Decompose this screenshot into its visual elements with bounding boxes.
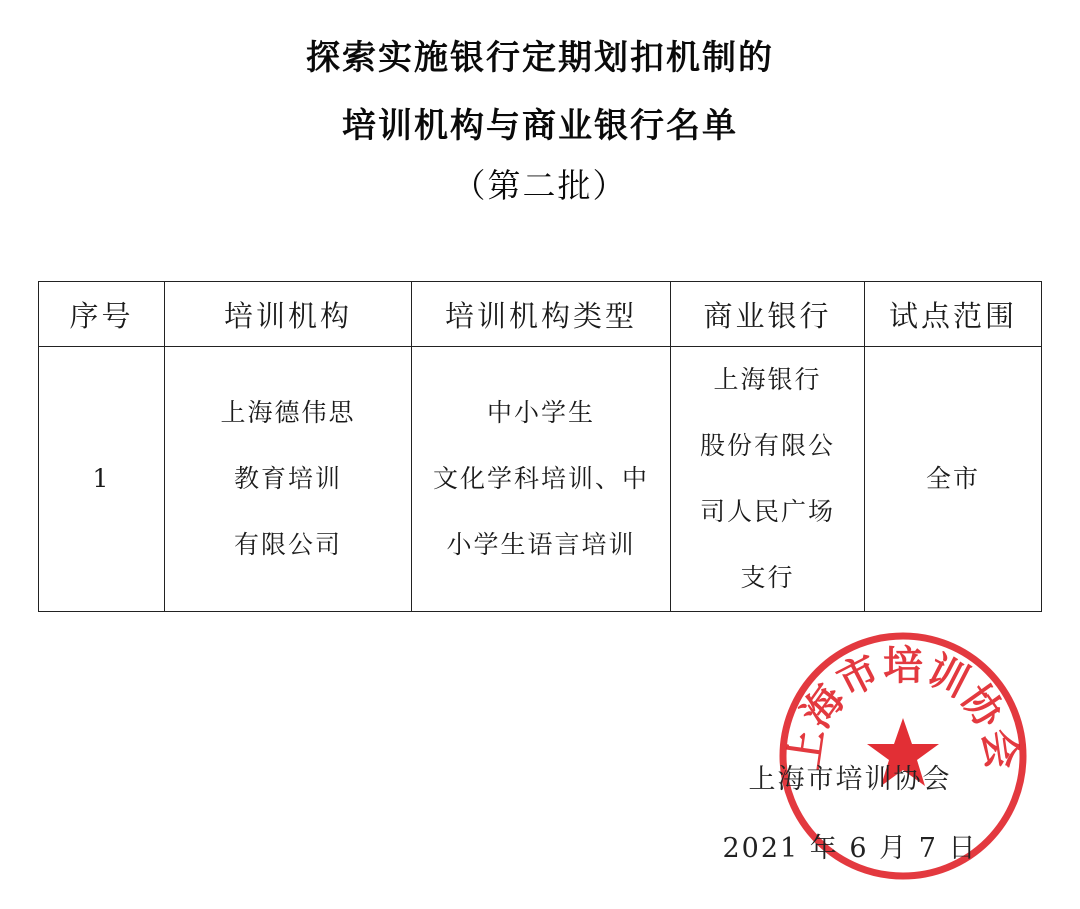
page-title-line1: 探索实施银行定期划扣机制的 [306, 38, 774, 78]
cell-bank-line: 股份有限公 [699, 431, 835, 460]
cell-institution-type-line: 文化学科培训、中 [432, 464, 649, 493]
seal-text-arc: 上海市培训协会 [781, 642, 1025, 773]
page-subtitle-batch: （第二批） [452, 166, 628, 205]
header-index: 序号 [39, 282, 165, 347]
cell-bank-line: 司人民广场 [699, 497, 835, 526]
cell-bank-line: 支行 [740, 563, 795, 592]
table-row [39, 347, 1042, 612]
header-bank: 商业银行 [671, 282, 865, 347]
page-title-line2: 培训机构与商业银行名单 [342, 106, 738, 146]
issue-date: 2021 年 6 月 7 日 [722, 833, 978, 864]
cell-institution-line: 有限公司 [233, 530, 342, 559]
cell-scope: 全市 [865, 347, 1042, 612]
roster-table [38, 281, 1042, 612]
header-institution: 培训机构 [165, 282, 412, 347]
cell-institution-line: 教育培训 [233, 464, 342, 493]
cell-institution [165, 347, 412, 612]
header-institution-type: 培训机构类型 [412, 282, 671, 347]
cell-institution-line: 上海德伟思 [220, 398, 356, 427]
table-header-row [39, 282, 1042, 347]
cell-bank [671, 347, 865, 612]
cell-institution-type-line: 小学生语言培训 [446, 530, 636, 559]
cell-bank-line: 上海银行 [713, 365, 822, 394]
cell-institution-type [412, 347, 671, 612]
header-scope: 试点范围 [865, 282, 1042, 347]
issuing-organization: 上海市培训协会 [748, 764, 952, 795]
cell-index: 1 [39, 347, 165, 612]
cell-institution-type-line: 中小学生 [486, 398, 595, 427]
